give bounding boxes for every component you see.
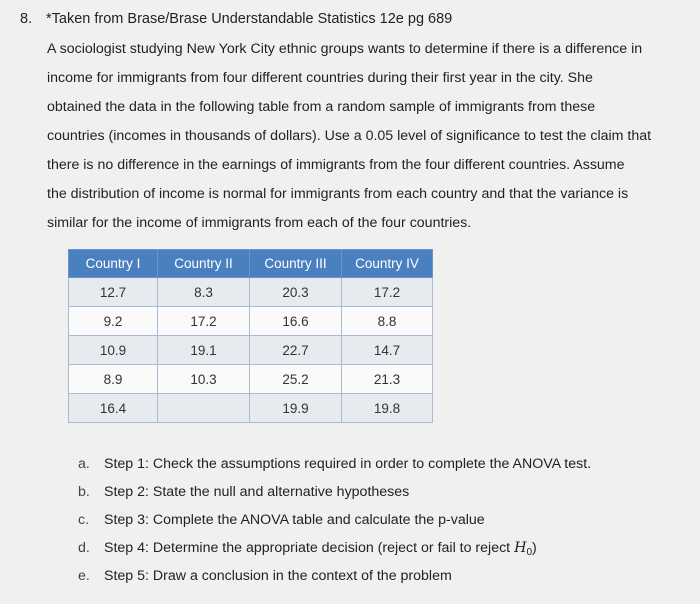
step-letter: a. [78,456,90,472]
income-data-table [68,249,433,423]
list-item [78,510,591,538]
step-text-suffix: ) [532,540,537,556]
step-letter: b. [78,484,90,500]
table-cell: 10.3 [158,365,250,394]
table-cell: 20.3 [250,278,342,307]
null-hypothesis-subscript: 0 [526,547,533,558]
table-header-row [69,250,433,278]
list-item [78,538,591,566]
table-row [69,336,433,365]
paragraph-line: countries (incomes in thousands of dollars). Use a 0.05 level of significance to test the claim that [47,128,652,144]
table-cell: 8.3 [158,278,250,307]
problem-paragraph [47,39,687,242]
table-cell: 21.3 [342,365,433,394]
paragraph-line: income for immigrants from four different countries during their first year in the city. She [47,70,593,86]
paragraph-line: the distribution of income is normal for immigrants from each country and that the variance is [47,186,629,202]
step-text: Step 4: Determine the appropriate decision (reject or fail to reject [104,540,515,556]
table-cell: 17.2 [342,278,433,307]
table-cell: 19.9 [250,394,342,423]
table-cell: 10.9 [69,336,158,365]
step-text: Step 3: Complete the ANOVA table and calculate the p-value [104,512,485,528]
steps-list [78,454,591,594]
table-cell: 19.8 [342,394,433,423]
table-row [69,394,433,423]
step-text: Step 5: Draw a conclusion in the context of the problem [104,568,452,584]
table-row [69,278,433,307]
table-cell: 14.7 [342,336,433,365]
paragraph-line: A sociologist studying New York City ethnic groups wants to determine if there is a difference in [47,41,643,57]
paragraph-line: obtained the data in the following table from a random sample of immigrants from these [47,99,596,115]
table-cell: 16.4 [69,394,158,423]
table-row [69,365,433,394]
table-cell: 8.8 [342,307,433,336]
step-text: Step 2: State the null and alternative hypotheses [104,484,410,500]
list-item [78,482,591,510]
list-item [78,454,591,482]
paragraph-line: similar for the income of immigrants from each of the four countries. [47,215,472,231]
table-cell [158,394,250,423]
table-cell: 12.7 [69,278,158,307]
header-country-2: Country II [158,250,250,278]
table-cell: 17.2 [158,307,250,336]
list-item [78,566,591,594]
question-number: 8. [20,11,33,27]
table-cell: 9.2 [69,307,158,336]
table-cell: 19.1 [158,336,250,365]
table-cell: 8.9 [69,365,158,394]
header-country-3: Country III [250,250,342,278]
step-text: Step 1: Check the assumptions required in order to complete the ANOVA test. [104,456,592,472]
step-letter: e. [78,568,90,584]
table-cell: 22.7 [250,336,342,365]
header-country-1: Country I [69,250,158,278]
question-title: *Taken from Brase/Brase Understandable Statistics 12e pg 689 [46,11,453,27]
step-letter: d. [78,540,90,556]
table-row [69,307,433,336]
header-country-4: Country IV [342,250,433,278]
table-cell: 16.6 [250,307,342,336]
step-letter: c. [78,512,90,528]
null-hypothesis-symbol: H [514,540,527,556]
table-cell: 25.2 [250,365,342,394]
paragraph-line: there is no difference in the earnings of immigrants from the four different countries. Assume [47,157,625,173]
